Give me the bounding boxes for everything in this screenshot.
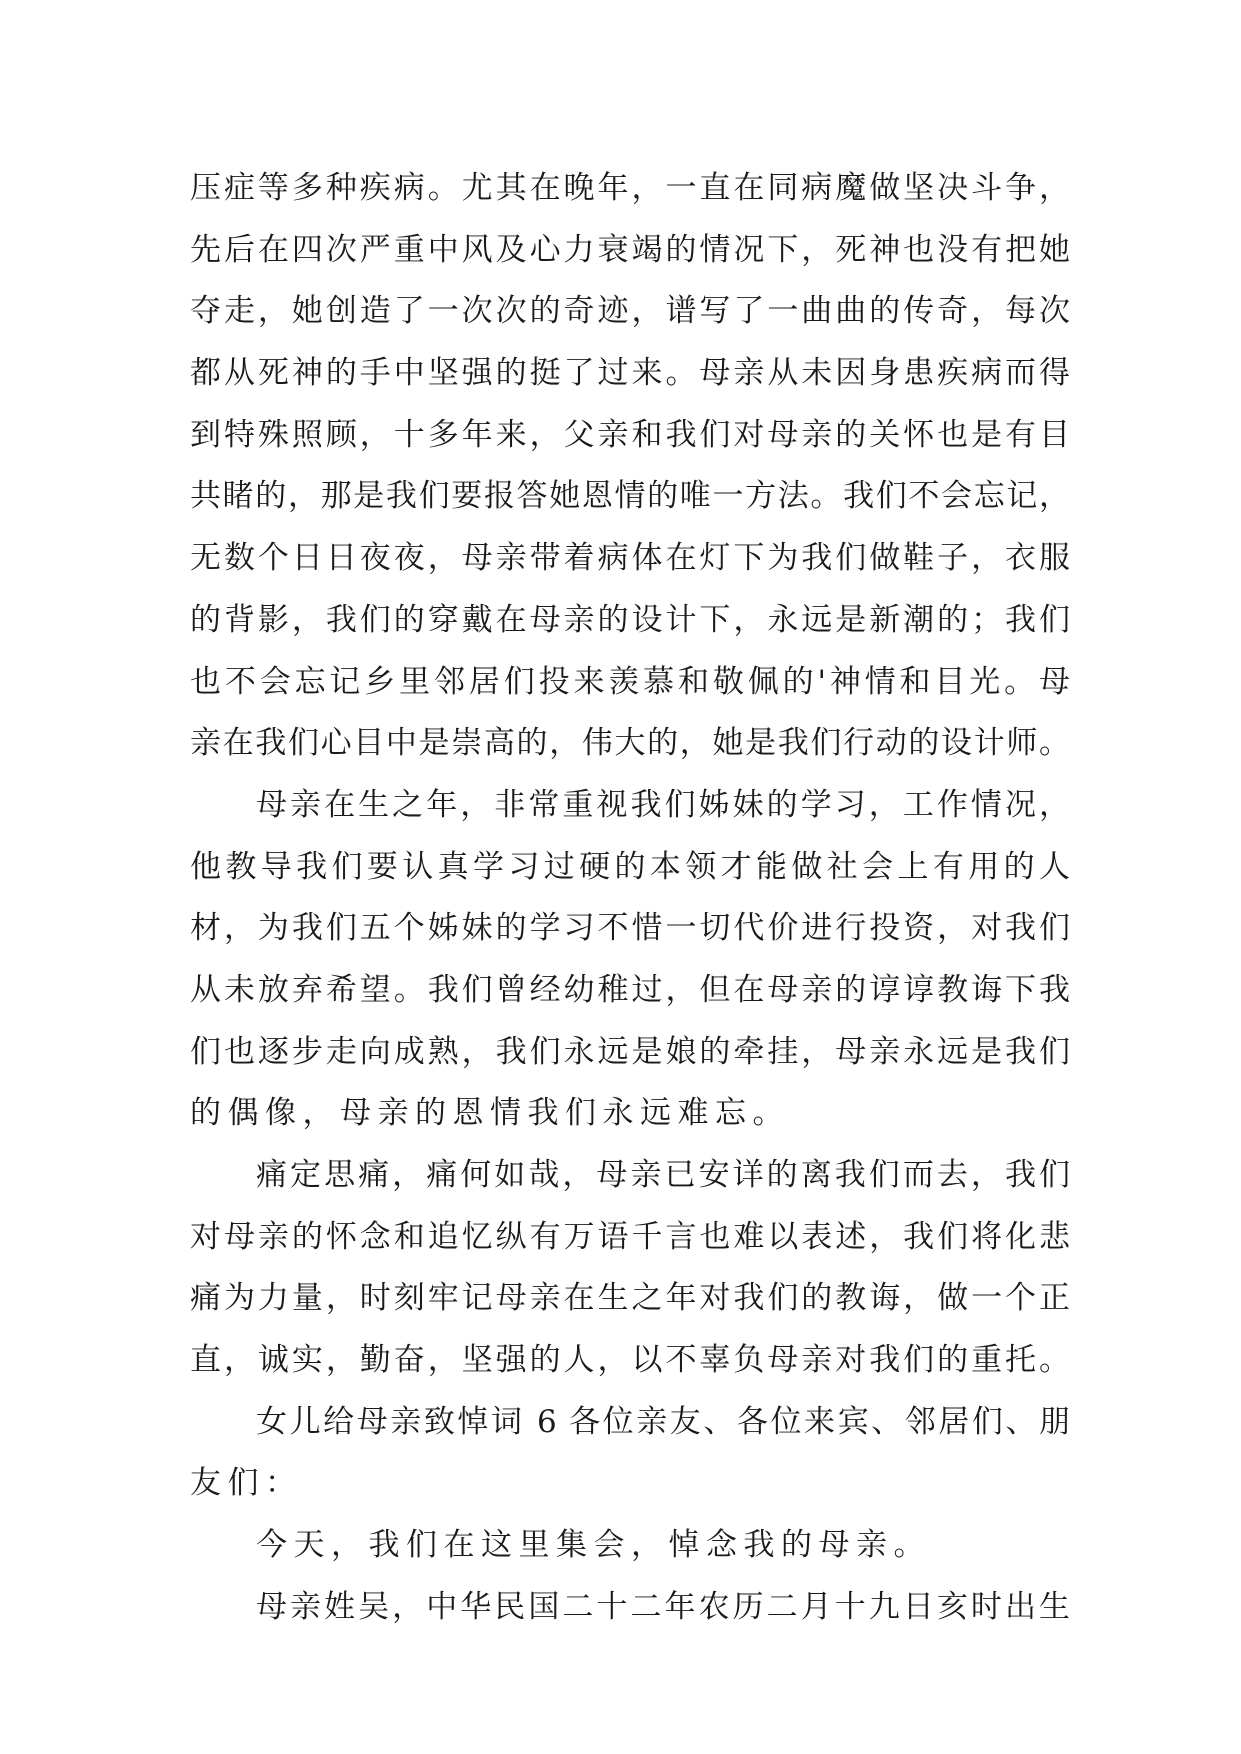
paragraph-end-line: 友们： (190, 1465, 303, 1502)
text-line: 也不会忘记乡里邻居们投来羡慕和敬佩的'神情和目光。母 (190, 663, 1070, 700)
text-line: 共睹的，那是我们要报答她恩情的唯一方法。我们不会忘记， (190, 478, 1070, 515)
paragraph-start-line: 母亲姓吴，中华民国二十二年农历二月十九日亥时出生 (256, 1588, 1070, 1625)
text-line: 无数个日日夜夜，母亲带着病体在灯下为我们做鞋子，衣服 (190, 540, 1070, 577)
text-line: 们也逐步走向成熟，我们永远是娘的牵挂，母亲永远是我们 (190, 1033, 1070, 1070)
text-line: 从未放弃希望。我们曾经幼稚过，但在母亲的谆谆教诲下我 (190, 971, 1070, 1008)
text-line: 先后在四次严重中风及心力衰竭的情况下，死神也没有把她 (190, 231, 1070, 268)
paragraph-start-line: 女儿给母亲致悼词 6 各位亲友、各位来宾、邻居们、朋 (256, 1403, 1070, 1440)
text-line: 他教导我们要认真学习过硬的本领才能做社会上有用的人 (190, 848, 1070, 885)
text-line: 亲在我们心目中是崇高的，伟大的，她是我们行动的设计师。 (190, 725, 1070, 762)
text-line: 压症等多种疾病。尤其在晚年，一直在同病魔做坚决斗争， (190, 170, 1070, 206)
text-line: 材，为我们五个姊妹的学习不惜一切代价进行投资，对我们 (190, 910, 1070, 947)
paragraph-end-line: 的偶像，母亲的恩情我们永远难忘。 (190, 1095, 790, 1132)
paragraph-start-line: 母亲在生之年，非常重视我们姊妹的学习，工作情况， (256, 786, 1070, 823)
paragraph-start-line: 痛定思痛，痛何如哉，母亲已安详的离我们而去，我们 (256, 1157, 1070, 1193)
text-line: 直，诚实，勤奋，坚强的人，以不辜负母亲对我们的重托。 (190, 1342, 1070, 1379)
text-line: 都从死神的手中坚强的挺了过来。母亲从未因身患疾病而得 (190, 355, 1070, 392)
text-line: 痛为力量，时刻牢记母亲在生之年对我们的教诲，做一个正 (190, 1280, 1070, 1317)
text-line: 夺走，她创造了一次次的奇迹，谱写了一曲曲的传奇，每次 (190, 293, 1070, 330)
paragraph-line: 今天，我们在这里集会，悼念我的母亲。 (256, 1527, 931, 1564)
eulogy-text (190, 158, 1070, 1639)
text-line: 的背影，我们的穿戴在母亲的设计下，永远是新潮的；我们 (190, 601, 1070, 638)
text-line: 对母亲的怀念和追忆纵有万语千言也难以表述，我们将化悲 (190, 1218, 1070, 1255)
text-line: 到特殊照顾，十多年来，父亲和我们对母亲的关怀也是有目 (190, 416, 1070, 453)
